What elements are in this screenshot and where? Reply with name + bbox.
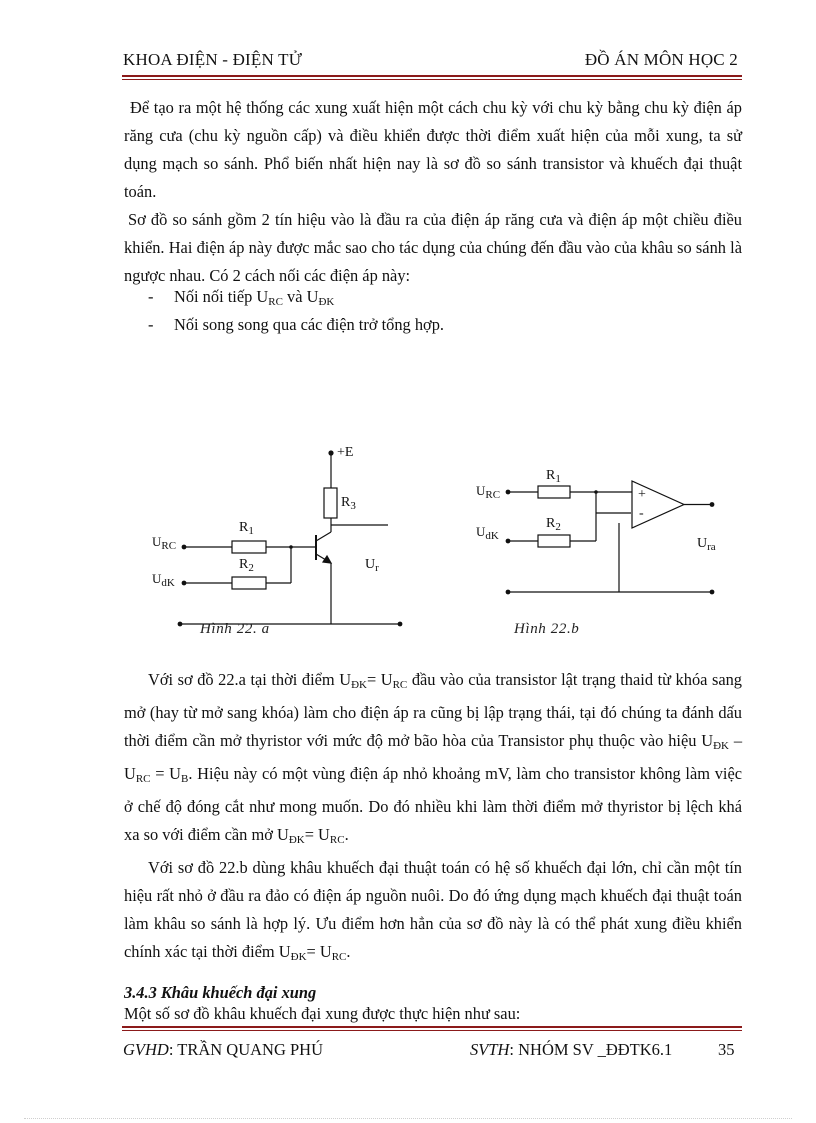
paragraph-22a: Với sơ đồ 22.a tại thời điểm $U_{ĐK}= U_{RC}$ đầu vào của transistor lật trạng thaid từ khóa sang mở (hay từ mở sang khóa) làm cho điện áp ra cũng bị lập trạng thái, tại đó chúng ta đánh dấu thời điểm cần mở thyristor với mức độ mở bão hòa của Transistor phụ thuộc vào hiệu $U_{ĐK} - U_{RC} = U_B$. Hiệu này có một vùng điện áp nhỏ khoảng mV, làm cho transistor không làm việc ở chế độ đóng cắt như mong muốn. Do đó nhiều khi làm thời điểm mở thyristor bị lệch khá xa so với điểm cần mở $U_{ĐK}= U_{RC}$. [124,670,743,846]
page-bottom-divider [24,1118,792,1119]
label-r2-b: $R_2$ [546,516,561,533]
label-output-ur: $U_r$ [365,557,379,574]
footer-rule-thick [122,1026,742,1028]
caption-22b: Hình 22.b [514,621,580,637]
page-number: 35 [718,1040,735,1059]
label-input-urc: $U_{RC}$ [152,534,177,552]
footer-supervisor: GVHD: TRẦN QUANG PHÚ [123,1040,323,1059]
label-r3: $R_3$ [341,495,356,512]
label-input-udk-b: $U_{dK}$ [476,524,499,542]
paragraph-22b: Với sơ đồ 22.b dùng khâu khuếch đại thuật toán có hệ số khuếch đại lớn, chỉ cần một tín hiệu rất nhỏ ở đầu ra đảo có điện áp nguồn nuôi. Do đó ứng dụng mạch khuếch đại thuật toán làm khâu so sánh là hợp lý. Ưu điểm hơn hẳn của sơ đồ này là có thể phát xung điều khiển chính xác tại thời điểm $U_{ĐK}= U_{RC}$. [124,858,742,963]
label-input-udk: $U_{dK}$ [152,571,175,589]
intro-paragraph-1: Để tạo ra một hệ thống các xung xuất hiện một cách chu kỳ với chu kỳ bằng chu kỳ điện áp răng cưa (chu kỳ nguồn cấp) và điều khiển được thời điểm xuất hiện của mỗi xung, ta sử dụng mạch so sánh. Phổ biến nhất hiện nay là sơ đồ so sánh transistor và khuếch đại thuật toán. [124,98,742,201]
label-input-urc-b: $U_{RC}$ [476,483,501,501]
intro-paragraph-2: Sơ đồ so sánh gồm 2 tín hiệu vào là đầu ra của điện áp răng cưa và điện áp một chiều điều khiển. Hai điện áp này được mắc sao cho tác dụng của chúng đến đầu vào của khâu so sánh là ngược nhau. Có 2 cách nối các điện áp này: [124,210,742,285]
footer-students: SVTH: NHÓM SV _ĐĐTK6.1 [470,1040,673,1059]
bullet-item-parallel: - Nối song song qua các điện trở tổng hợp. [148,315,444,334]
bullet-dash: - [148,315,154,334]
label-supply: +E [337,445,354,460]
header-department: KHOA ĐIỆN - ĐIỆN TỬ [123,50,303,69]
label-r1: $R_1$ [239,520,254,537]
label-r2: $R_2$ [239,557,254,574]
bullet-dash: - [148,287,154,306]
footer-rule-thin [122,1030,742,1031]
section-intro: Một số sơ đồ khâu khuếch đại xung được thực hiện như sau: [124,1004,521,1023]
label-opamp-plus: + [638,487,646,502]
body-text [124,666,742,971]
resistor-r1 [538,486,570,498]
resistor-r2 [538,535,570,547]
header-course: ĐỒ ÁN MÔN HỌC 2 [584,50,738,69]
bullet-item-series: - Nối nối tiếp $U_{RC}$ và $U_{ĐK}$ [148,287,335,308]
label-output-ura: $U_{ra}$ [697,536,716,553]
caption-22a: Hình 22. a [200,621,270,637]
section-title: 3.4.3 Khâu khuếch đại xung [124,983,317,1002]
label-r1-b: $R_1$ [546,468,561,485]
label-opamp-minus: - [639,506,644,521]
